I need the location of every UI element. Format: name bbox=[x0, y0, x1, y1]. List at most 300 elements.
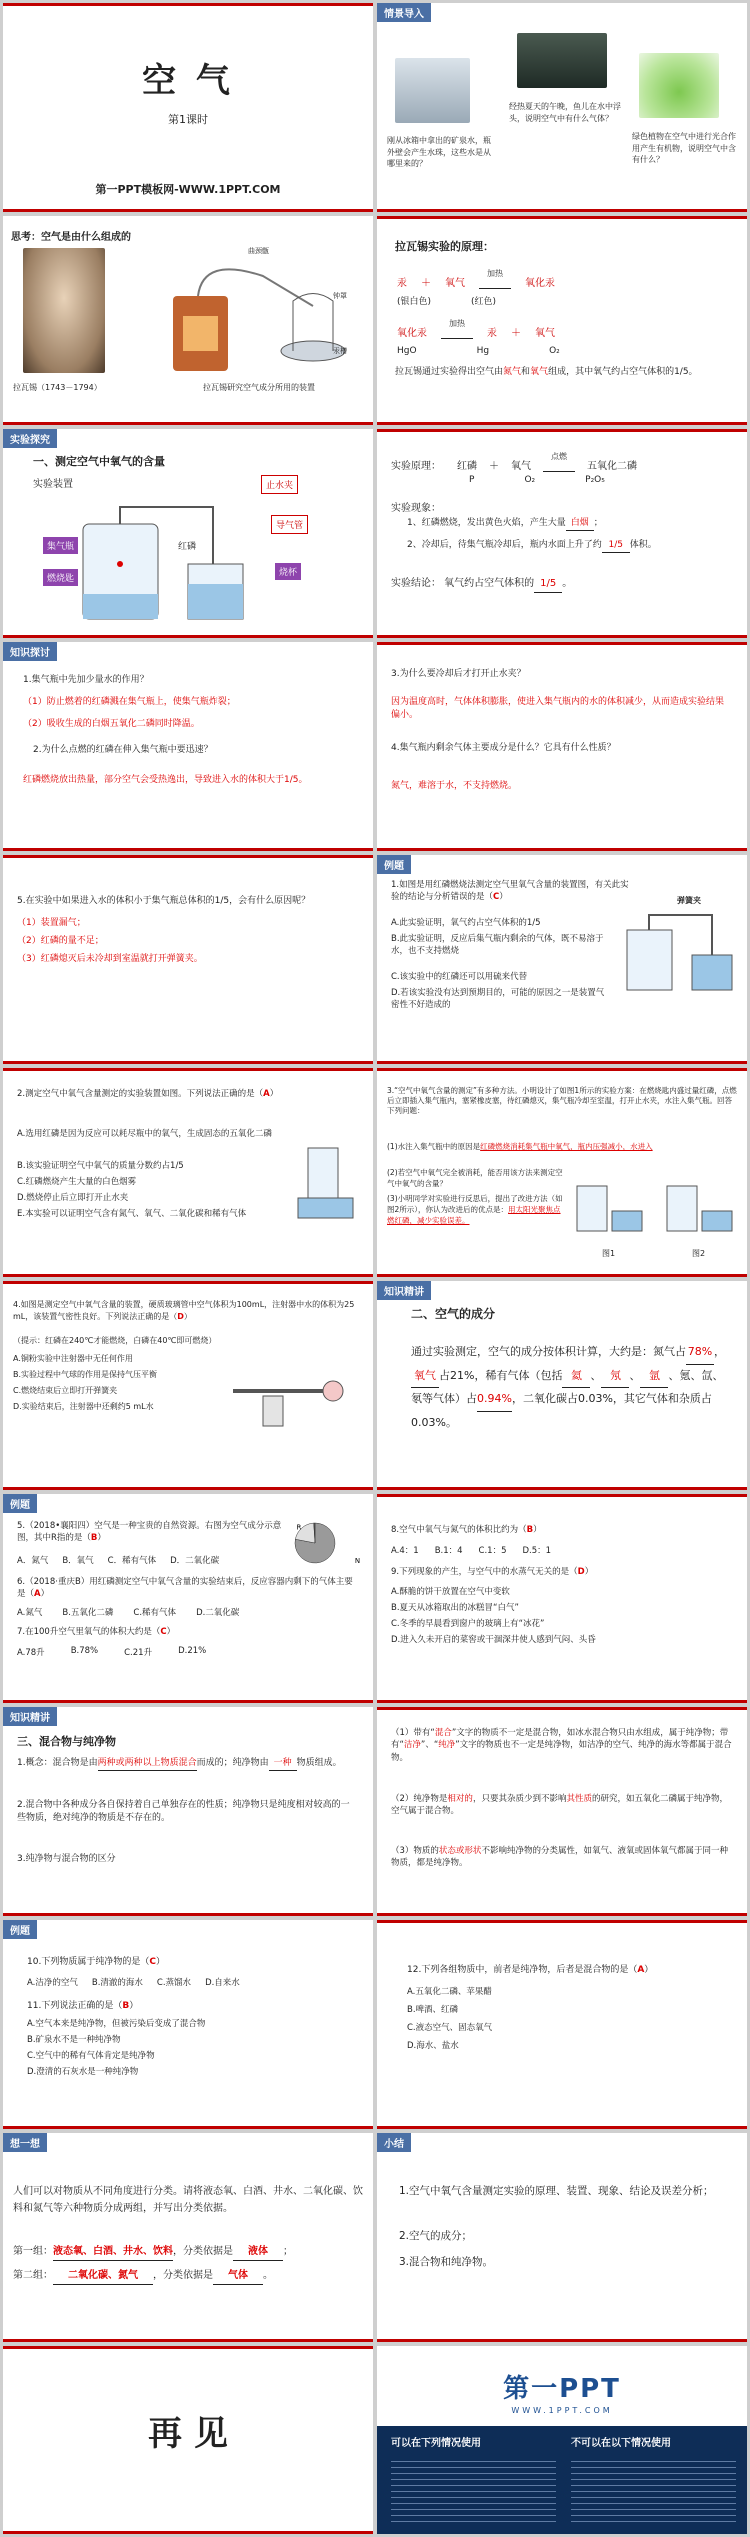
portrait-caption: 拉瓦锡（1743－1794） bbox=[13, 383, 102, 392]
a3: 红磷燃烧放出热量，部分空气会受热逸出，导致进入水的体积大于1/5。 bbox=[23, 775, 308, 785]
example-diagram bbox=[617, 900, 737, 1000]
opt-a: A.此实验证明，氧气约占空气体积的1/5 bbox=[391, 918, 541, 928]
g2d: 气体 bbox=[213, 2269, 263, 2285]
p1b: 白烟 bbox=[566, 517, 594, 531]
p1d: 一种 bbox=[269, 1757, 297, 1771]
o7-b: B.78% bbox=[70, 1646, 99, 1656]
o8-a: A.4：1 bbox=[391, 1546, 419, 1556]
example-3-diagrams bbox=[572, 1176, 737, 1246]
sub-1-answer: 红磷燃烧消耗集气瓶中氧气，瓶内压强减小，水进入 bbox=[480, 1142, 653, 1151]
a4: 氮气，难溶于水，不支持燃烧。 bbox=[391, 781, 518, 791]
note-1 bbox=[391, 1727, 733, 1764]
o9-d: D.进入久未开启的菜窖或干涸深井使人感到气闷、头昏 bbox=[391, 1635, 596, 1645]
c3: 。 bbox=[562, 578, 573, 589]
r1-2: 氧气 bbox=[445, 278, 465, 289]
q12-end: ） bbox=[644, 1965, 654, 1975]
section-tag: 小结 bbox=[377, 2133, 411, 2152]
label-clamp: 止水夹 bbox=[261, 475, 298, 494]
slide-mixture-notes bbox=[377, 1707, 747, 1916]
slide-composition bbox=[377, 1281, 747, 1490]
eq-formula bbox=[469, 475, 605, 485]
q4: 4.集气瓶内剩余气体主要成分是什么？它具有什么性质？ bbox=[391, 743, 616, 753]
apparatus-diagram bbox=[153, 246, 353, 386]
mixture-heading: 三、混合物与纯净物 bbox=[17, 1735, 116, 1748]
slide-example-4 bbox=[3, 1281, 373, 1490]
g1e: ； bbox=[283, 2246, 293, 2257]
g2c: ，分类依据是 bbox=[153, 2270, 213, 2281]
q2-answer: A bbox=[263, 1089, 270, 1099]
p1c: ； bbox=[593, 518, 603, 528]
q9-text: 9.下列现象的产生，与空气中的水蒸气无关的是（ bbox=[391, 1567, 578, 1577]
label-bottle: 集气瓶 bbox=[43, 537, 78, 554]
question-11 bbox=[27, 2000, 138, 2013]
o9-b: B.夏天从冰箱取出的冰糕冒“白气” bbox=[391, 1603, 519, 1613]
slide-intro bbox=[377, 3, 747, 212]
note-2 bbox=[391, 1793, 733, 1818]
plant-photo bbox=[639, 53, 719, 118]
slide-example-8 bbox=[377, 1920, 747, 2129]
usage-forbidden: 不可以在以下情况使用 bbox=[571, 2438, 671, 2449]
phenomenon-2 bbox=[407, 539, 737, 553]
sub-3 bbox=[387, 1194, 567, 1227]
opt-b: B.此实验证明，反应后集气瓶内剩余的气体，既不易溶于水，也不支持燃烧 bbox=[391, 934, 604, 957]
t6: 、氪、氙、氡等气体）占 bbox=[411, 1368, 724, 1406]
q5-answer: B bbox=[90, 1533, 98, 1544]
think-text: 人们可以对物质从不同角度进行分类。请将液态氧、白酒、井水、二氧化碳、饮料和氮气等六种物质分成两组，并写出分类依据。 bbox=[13, 2186, 363, 2214]
brand-url[interactable]: WWW.1PPT.COM bbox=[511, 2406, 613, 2415]
r1-0: 汞 bbox=[397, 278, 407, 289]
a5-3: （3）红磷熄灭后未冷却到室温就打开弹簧夹。 bbox=[17, 954, 203, 964]
principle-label: 实验原理： bbox=[391, 461, 441, 472]
b5: 氩 bbox=[640, 1365, 668, 1389]
q8-answer: B bbox=[526, 1525, 534, 1535]
o12-a: A.五氧化二磷、苹果醋 bbox=[407, 1987, 492, 1997]
g1d: 液体 bbox=[233, 2245, 283, 2261]
o6-d: D.二氧化碳 bbox=[196, 1608, 240, 1618]
o5-d: D．二氧化碳 bbox=[170, 1556, 220, 1566]
label-tube: 导气管 bbox=[271, 515, 308, 534]
page-title: 空 气 bbox=[142, 61, 234, 101]
slide-example-2 bbox=[3, 1068, 373, 1277]
section-tag: 例题 bbox=[3, 1494, 37, 1513]
n1g: ”文字的物质也不一定是纯净物，如洁净的空气、纯净的海水等都属于混合物。 bbox=[391, 1740, 732, 1763]
group-1 bbox=[13, 2245, 293, 2261]
q7-text: 7.在100升空气里氧气的体积大约是（ bbox=[17, 1627, 161, 1637]
question-6 bbox=[17, 1576, 357, 1601]
slide-title bbox=[3, 3, 373, 212]
q1-text: 1.如图是用红磷燃烧法测定空气里氧气含量的装置图，有关此实验的结论与分析错误的是（ bbox=[391, 880, 629, 903]
g1c: ，分类依据是 bbox=[173, 2246, 233, 2257]
fig1-label: 图1 bbox=[602, 1249, 616, 1258]
q4-text: 4.如图是测定空气中氧气含量的装置，硬质玻璃管中空气体积为100mL，注射器中水的体积为25 mL，该装置气密性良好。下列说法正确的是（ bbox=[13, 1300, 355, 1321]
o6-a: A.氮气 bbox=[17, 1608, 43, 1618]
q10-end: ） bbox=[155, 1957, 165, 1967]
q3: 3.为什么要冷却后才打开止水夹？ bbox=[391, 669, 526, 679]
q11-end: ） bbox=[129, 2001, 139, 2011]
n3c: 不影响纯净物的分类属性，如氧气、液氧或固体氧气都属于同一种物质，都是纯净物。 bbox=[391, 1846, 728, 1869]
a2: （2）吸收生成的白烟五氧化二磷同时降温。 bbox=[23, 719, 200, 729]
think-heading: 思考：空气是由什么组成的 bbox=[11, 232, 131, 243]
t7: ，二氧化碳占0.03%，其它气体和杂质占0.03%。 bbox=[411, 1392, 712, 1429]
q7-options bbox=[17, 1646, 206, 1658]
o7-c: C.21升 bbox=[124, 1648, 153, 1658]
p1a: 1.概念：混合物是由 bbox=[17, 1758, 98, 1768]
slide-result bbox=[377, 429, 747, 638]
r2-0: 氧化汞 bbox=[397, 328, 427, 339]
slide-summary bbox=[377, 2133, 747, 2342]
p2a: 2、冷却后，待集气瓶冷却后，瓶内水面上升了约 bbox=[407, 540, 602, 550]
site-link[interactable]: 第一PPT模板网-WWW.1PPT.COM bbox=[95, 183, 281, 196]
o5-a: A．氮气 bbox=[17, 1556, 49, 1566]
r1-3: 加热 bbox=[479, 268, 511, 289]
opt-d: D.燃烧停止后立即打开止水夹 bbox=[17, 1193, 129, 1203]
note-3 bbox=[391, 1845, 733, 1870]
question-4 bbox=[13, 1299, 363, 1322]
q7-end: ） bbox=[166, 1627, 176, 1637]
o12-c: C.液态空气、固态氧气 bbox=[407, 2023, 493, 2033]
p2c: 体积。 bbox=[629, 540, 657, 550]
eq2-1: O₂ bbox=[524, 475, 536, 485]
conc-4: 氧气 bbox=[530, 367, 549, 377]
r1-1: ＋ bbox=[421, 278, 431, 289]
brand-logo: 第一PPT bbox=[503, 2374, 621, 2404]
o10-c: C.蒸馏水 bbox=[156, 1978, 192, 1988]
conc-5: 组成，其中氧气约占空气体积的1/5。 bbox=[548, 367, 698, 377]
q-text-1: 刚从冰箱中拿出的矿泉水，瓶外壁会产生水珠，这些水是从哪里来的？ bbox=[387, 136, 491, 169]
question-1 bbox=[391, 879, 631, 904]
label-retort: 曲颈甑 bbox=[248, 247, 269, 255]
opt-c: C.红磷燃烧产生大量的白色烟雾 bbox=[17, 1177, 137, 1187]
b2: 氧气 bbox=[411, 1365, 439, 1389]
o5-c: C．稀有气体 bbox=[107, 1556, 157, 1566]
n1d: 洁净 bbox=[403, 1740, 421, 1751]
question-7 bbox=[17, 1626, 175, 1638]
n2b: 相对的 bbox=[447, 1794, 473, 1804]
t2: ， bbox=[714, 1345, 725, 1358]
q8-options bbox=[391, 1544, 551, 1556]
opt-c: C.燃烧结束后立即打开弹簧夹 bbox=[13, 1386, 118, 1395]
q-text-2: 经热夏天的午晚，鱼儿在水中浮头，说明空气中有什么气体？ bbox=[509, 102, 621, 123]
opt-a: A.选用红磷是因为反应可以耗尽瓶中的氧气，生成固态的五氧化二磷 bbox=[17, 1129, 272, 1139]
label-phosphorus: 红磷 bbox=[178, 542, 197, 552]
q10-text: 10.下列物质属于纯净物的是（ bbox=[27, 1957, 150, 1967]
b1: 78% bbox=[686, 1341, 714, 1365]
o10-a: A.洁净的空气 bbox=[27, 1978, 78, 1988]
r1-4: 氧化汞 bbox=[525, 278, 555, 289]
n1e: ”、“ bbox=[420, 1740, 439, 1751]
n1c: ”文字的物质不一定是混合物，如冰水混合物只由水组成，属于纯净物；带有“ bbox=[391, 1728, 729, 1751]
example-2-diagram bbox=[293, 1143, 363, 1223]
g1a: 第一组： bbox=[13, 2246, 53, 2257]
c2: 1/5 bbox=[534, 577, 562, 593]
sub-1-text: (1)水注入集气瓶中的原因是 bbox=[387, 1142, 481, 1151]
slide-example-7 bbox=[3, 1920, 373, 2129]
b4: 氖 bbox=[601, 1365, 629, 1389]
o10-b: B.清澈的海水 bbox=[91, 1978, 143, 1988]
conc-2: 氮气 bbox=[503, 367, 522, 377]
slide-example-6 bbox=[377, 1494, 747, 1703]
fish-photo bbox=[517, 33, 607, 88]
t4: 、 bbox=[590, 1368, 602, 1382]
slide-goodbye bbox=[3, 2346, 373, 2534]
r3-0: HgO bbox=[397, 346, 417, 356]
reaction-1 bbox=[397, 269, 555, 289]
q5-options bbox=[17, 1554, 219, 1566]
q6-text: 6.（2018·重庆B）用红磷测定空气中氧气含量的实验结束后，反应容器内剩下的气体主要是（ bbox=[17, 1577, 353, 1600]
section-tag: 例题 bbox=[3, 1920, 37, 1939]
summary-1: 1.空气中氧气含量测定实验的原理、装置、现象、结论及误差分析； bbox=[399, 2185, 714, 2197]
conc-3: 和 bbox=[521, 367, 531, 377]
section-tag: 想一想 bbox=[3, 2133, 47, 2152]
goodbye-text: 再 见 bbox=[148, 2414, 228, 2454]
b3: 氦 bbox=[562, 1365, 590, 1389]
r1b-2: (红色) bbox=[471, 297, 497, 307]
t5: 、 bbox=[629, 1368, 641, 1382]
g2a: 第二组： bbox=[13, 2270, 53, 2281]
slide-brand bbox=[377, 2346, 747, 2534]
slide-discuss-2 bbox=[377, 642, 747, 851]
r1b-0: (银白色) bbox=[397, 297, 432, 307]
q-text-3: 绿色植物在空气中进行光合作用产生有机物，说明空气中含有什么？ bbox=[632, 132, 736, 165]
pie-label-N: N bbox=[354, 1556, 361, 1565]
eq2-0: P bbox=[469, 475, 475, 485]
example-4-diagram bbox=[223, 1351, 353, 1431]
t1: 通过实验测定，空气的成分按体积计算，大约是：氮气占 bbox=[411, 1345, 686, 1358]
question-9 bbox=[391, 1566, 593, 1578]
eq-3: 点燃 bbox=[543, 451, 575, 472]
slide-lavoisier bbox=[3, 216, 373, 425]
eq-row bbox=[457, 452, 637, 472]
r3-2: O₂ bbox=[549, 346, 560, 356]
r3-1: Hg bbox=[476, 346, 490, 356]
slide-discuss-1 bbox=[3, 642, 373, 851]
summary-2: 2.空气的成分； bbox=[399, 2230, 473, 2242]
label-beaker: 烧杯 bbox=[275, 563, 301, 580]
slide-example-3 bbox=[377, 1068, 747, 1277]
q6-answer: A bbox=[34, 1589, 41, 1600]
b6: 0.94% bbox=[477, 1388, 512, 1412]
r2-4: 氧气 bbox=[535, 328, 555, 339]
conclusion bbox=[391, 577, 572, 593]
t3: 占21%，稀有气体（包括 bbox=[439, 1368, 563, 1382]
group-2 bbox=[13, 2269, 273, 2285]
q1-end: ） bbox=[499, 892, 508, 903]
section-tag: 实验探究 bbox=[3, 429, 57, 448]
slide-example-5 bbox=[3, 1494, 373, 1703]
eq-4: 五氧化二磷 bbox=[587, 461, 637, 472]
phenomenon-1 bbox=[407, 517, 603, 531]
label-spring-clamp: 弹簧夹 bbox=[677, 896, 701, 905]
slide-experiment bbox=[3, 429, 373, 638]
q10-answer: C bbox=[149, 1957, 156, 1967]
slide-example-1 bbox=[377, 855, 747, 1064]
q10-options bbox=[27, 1976, 240, 1988]
question-10 bbox=[27, 1956, 165, 1969]
lesson-subtitle: 第1课时 bbox=[168, 113, 208, 126]
q4-end: ） bbox=[183, 1311, 192, 1321]
n2e: 的研究，如五氧化二磷属于纯净物，空气属于混合物。 bbox=[391, 1794, 728, 1817]
section-tag: 例题 bbox=[377, 855, 411, 874]
reaction-1b bbox=[397, 294, 496, 307]
eq-0: 红磷 bbox=[457, 461, 477, 472]
usage-panel bbox=[377, 2426, 747, 2534]
slide-mixture bbox=[3, 1707, 373, 1916]
p1e: 物质组成。 bbox=[296, 1758, 342, 1768]
p2b: 1/5 bbox=[602, 539, 630, 553]
air-composition-pie bbox=[293, 1518, 363, 1568]
opt-d: D.实验结束后，注射器中还剩约5 mL水 bbox=[13, 1402, 154, 1411]
concept-3: 3.纯净物与混合物的区分 bbox=[17, 1854, 116, 1864]
o12-b: B.啤酒、红磷 bbox=[407, 2005, 459, 2015]
label-spoon: 燃烧匙 bbox=[43, 569, 78, 586]
p1b: 两种或两种以上物质混合 bbox=[98, 1757, 197, 1771]
r2-1: 加热 bbox=[441, 318, 473, 339]
apparatus-caption: 拉瓦锡研究空气成分所用的装置 bbox=[203, 383, 315, 392]
o6-b: B.五氧化二磷 bbox=[62, 1608, 114, 1618]
forbidden-lines bbox=[571, 2456, 736, 2526]
g1b: 液态氧、白酒、井水、饮料 bbox=[53, 2245, 173, 2261]
o7-a: A.78升 bbox=[17, 1648, 45, 1658]
q12-text: 12.下列各组物质中，前者是纯净物，后者是混合物的是（ bbox=[407, 1965, 638, 1975]
opt-d: D.若该实验没有达到预期目的，可能的原因之一是装置气密性不好造成的 bbox=[391, 988, 605, 1011]
question-5 bbox=[17, 1520, 287, 1545]
usage-allowed: 可以在下列情况使用 bbox=[391, 2438, 481, 2449]
concept-1 bbox=[17, 1757, 357, 1771]
o11-c: C.空气中的稀有气体肯定是纯净物 bbox=[27, 2051, 155, 2061]
reaction-3 bbox=[397, 346, 560, 356]
experiment-sub: 实验装置 bbox=[33, 479, 73, 490]
a5-1: （1）装置漏气； bbox=[17, 918, 86, 928]
o8-c: C.1：5 bbox=[478, 1546, 507, 1556]
opt-b: B.该实验证明空气中氧气的质量分数约占1/5 bbox=[17, 1161, 184, 1171]
sub-1 bbox=[387, 1142, 737, 1153]
question-3: 3.“空气中氧气含量的测定”有多种方法。小明设计了如图1所示的实验方案：在燃烧匙内盛过量红磷，点燃后立即插入集气瓶内，塞紧橡皮塞，待红磷熄灭，集气瓶冷却至室温，打开止水夹，水注入集气瓶。回答下列问题： bbox=[387, 1086, 737, 1116]
conc-1: 拉瓦锡通过实验得出空气由 bbox=[395, 367, 504, 377]
n1b: 混合 bbox=[434, 1728, 452, 1738]
experiment-diagram bbox=[63, 499, 263, 624]
label-bell: 钟罩 bbox=[333, 292, 347, 300]
opt-b: B.实验过程中气球的作用是保持气压平衡 bbox=[13, 1370, 158, 1379]
summary-3: 3.混合物和纯净物。 bbox=[399, 2256, 494, 2268]
portrait-photo bbox=[23, 248, 105, 373]
q6-end: ） bbox=[40, 1589, 50, 1600]
q6-options bbox=[17, 1606, 239, 1618]
c1: 实验结论： 氧气约占空气体积的 bbox=[391, 578, 535, 589]
question-8 bbox=[391, 1524, 542, 1536]
q4-note: （提示：红磷在240℃才能燃烧，白磷在40℃即可燃烧） bbox=[13, 1336, 217, 1345]
o12-d: D.海水、盐水 bbox=[407, 2041, 459, 2051]
bottle-photo bbox=[395, 58, 470, 123]
sub-3-text: (3)小明同学对实验进行反思后，提出了改进方法（如图2所示），你认为改进后的优点是： bbox=[387, 1194, 563, 1214]
o6-c: C.稀有气体 bbox=[133, 1608, 177, 1618]
q12-answer: A bbox=[637, 1965, 645, 1975]
a1: （1）防止燃着的红磷溅在集气瓶上，使集气瓶炸裂； bbox=[23, 697, 236, 707]
g2e: 。 bbox=[263, 2270, 273, 2281]
g2b: 二氧化碳、氮气 bbox=[53, 2269, 153, 2285]
q5: 5.在实验中如果进入水的体积小于集气瓶总体积的1/5，会有什么原因呢？ bbox=[17, 896, 311, 906]
p1a: 1、红磷燃烧，发出黄色火焰，产生大量 bbox=[407, 518, 566, 528]
section-tag: 知识精讲 bbox=[3, 1707, 57, 1726]
composition-text bbox=[411, 1341, 731, 1434]
q1-answer: C bbox=[493, 892, 500, 903]
q5-text: 5.（2018•襄阳四）空气是一种宝贵的自然资源。右图为空气成分示意图，其中R指的是（ bbox=[17, 1521, 282, 1544]
q2-text: 2.测定空气中氧气含量测定的实验装置如图。下列说法正确的是（ bbox=[17, 1089, 264, 1099]
sub-2: (2)若空气中氧气完全被消耗，能否用该方法来测定空气中氧气的含量？ bbox=[387, 1168, 563, 1188]
a5-2: （2）红磷的量不足； bbox=[17, 936, 104, 946]
n1a: （1）带有“ bbox=[391, 1728, 435, 1738]
q4-answer: D bbox=[177, 1311, 184, 1321]
eq-1: ＋ bbox=[489, 461, 499, 472]
concept-2: 2.混合物中各种成分各自保持着自己单独存在的性质；纯净物只是纯度相对较高的一些物质，绝对纯净的物质是不存在的。 bbox=[17, 1800, 350, 1824]
o11-b: B.矿泉水不是一种纯净物 bbox=[27, 2035, 121, 2045]
o11-d: D.澄清的石灰水是一种纯净物 bbox=[27, 2067, 139, 2077]
o8-b: B.1：4 bbox=[434, 1546, 463, 1556]
section-tag: 知识精讲 bbox=[377, 1281, 431, 1300]
q9-answer: D bbox=[577, 1567, 585, 1577]
eq2-2: P₂O₅ bbox=[585, 475, 605, 485]
principle-title: 拉瓦锡实验的原理： bbox=[395, 240, 494, 253]
q1: 1.集气瓶中先加少量水的作用？ bbox=[23, 675, 149, 685]
o8-d: D.5：1 bbox=[522, 1546, 552, 1556]
opt-a: A.铜粉实验中注射器中无任何作用 bbox=[13, 1354, 133, 1363]
sub-3-answer: 用太阳光聚焦点燃红磷，减少实验误差。 bbox=[387, 1204, 561, 1225]
a3: 因为温度高时，气体体积膨胀，使进入集气瓶内的水的体积减少，从而造成实验结果偏小。 bbox=[391, 697, 725, 721]
question-2 bbox=[17, 1088, 287, 1100]
slide-discuss-3 bbox=[3, 855, 373, 1064]
n2d: 其性质 bbox=[566, 1794, 592, 1804]
n1f: 纯净 bbox=[438, 1740, 456, 1751]
n2a: （2）纯净物是 bbox=[391, 1794, 448, 1804]
slide-principle bbox=[377, 216, 747, 425]
pie-label-R: R bbox=[296, 1523, 302, 1532]
n3b: 状态或形状 bbox=[438, 1846, 482, 1856]
o7-d: D.21% bbox=[178, 1646, 207, 1656]
q7-answer: C bbox=[160, 1627, 167, 1637]
opt-e: E.本实验可以证明空气含有氮气、氧气、二氧化碳和稀有气体 bbox=[17, 1209, 247, 1219]
q5-end: ） bbox=[97, 1533, 106, 1544]
p1c: 而成的；纯净物由 bbox=[196, 1758, 269, 1768]
o9-c: C.冬季的早晨看到窗户的玻璃上有“冰花” bbox=[391, 1619, 545, 1629]
question-12 bbox=[407, 1964, 653, 1977]
principle-conclusion bbox=[395, 366, 725, 379]
slide-think bbox=[3, 2133, 373, 2342]
section-tag: 知识探讨 bbox=[3, 642, 57, 661]
o10-d: D.自来水 bbox=[205, 1978, 240, 1988]
o5-b: B．氧气 bbox=[62, 1556, 94, 1566]
r2-3: ＋ bbox=[511, 328, 521, 339]
q11-text: 11.下列说法正确的是（ bbox=[27, 2001, 123, 2011]
reaction-2 bbox=[397, 319, 555, 339]
q9-end: ） bbox=[584, 1567, 594, 1577]
eq-2: 氧气 bbox=[511, 461, 531, 472]
fig2-label: 图2 bbox=[692, 1249, 706, 1258]
phenomenon-label: 实验现象： bbox=[391, 503, 441, 514]
q8-text: 8.空气中氧气与氮气的体积比约为（ bbox=[391, 1525, 527, 1535]
r2-2: 汞 bbox=[487, 328, 497, 339]
o9-a: A.酥脆的饼干放置在空气中变软 bbox=[391, 1587, 510, 1597]
n2c: ，只要其杂质少到不影响 bbox=[472, 1794, 567, 1804]
label-trough: 汞槽 bbox=[333, 347, 347, 355]
q8-end: ） bbox=[533, 1525, 542, 1535]
opt-c: C.该实验中的红磷还可以用硫来代替 bbox=[391, 972, 528, 982]
q2-end: ） bbox=[269, 1089, 279, 1099]
experiment-heading: 一、测定空气中氧气的含量 bbox=[33, 455, 165, 468]
section-tag: 情景导入 bbox=[377, 3, 431, 22]
q2: 2.为什么点燃的红磷在伸入集气瓶中要迅速？ bbox=[33, 745, 213, 755]
allowed-lines bbox=[391, 2456, 556, 2526]
o11-a: A.空气本来是纯净物，但被污染后变成了混合物 bbox=[27, 2019, 206, 2029]
composition-heading: 二、空气的成分 bbox=[411, 1307, 496, 1321]
